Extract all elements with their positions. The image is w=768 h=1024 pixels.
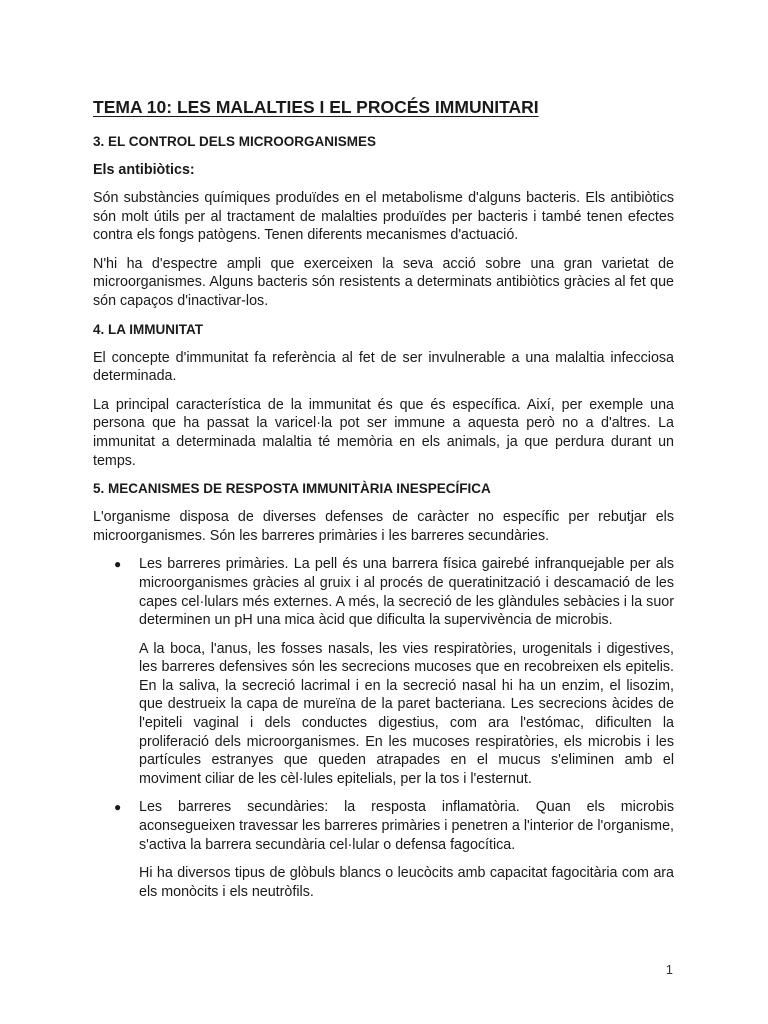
paragraph: L'organisme disposa de diverses defenses de caràcter no específic per rebutjar els microorganismes. Són les barreres primàries i les barreres secundàries. xyxy=(93,509,674,544)
document-title: TEMA 10: LES MALALTIES I EL PROCÉS IMMUNITARI xyxy=(93,97,539,117)
bullet-icon: ● xyxy=(114,800,122,815)
list-item xyxy=(93,555,674,788)
antibiotics-subheading: Els antibiòtics: xyxy=(93,162,195,178)
section-5-heading: 5. MECANISMES DE RESPOSTA IMMUNITÀRIA INESPECÍFICA xyxy=(93,481,491,497)
paragraph: Hi ha diversos tipus de glòbuls blancs o leucòcits amb capacitat fagocitària com ara els monòcits i els neutròfils. xyxy=(139,865,674,900)
paragraph: Les barreres secundàries: la resposta inflamatòria. Quan els microbis aconsegueixen travessar les barreres primàries i penetren a l'interior de l'organisme, s'activa la barrera secundària cel·lular o defensa fagocítica. xyxy=(139,799,674,853)
page-number: 1 xyxy=(665,962,673,977)
paragraph: El concepte d'immunitat fa referència al fet de ser invulnerable a una malaltia infecciosa determinada. xyxy=(93,349,674,385)
document-page xyxy=(93,96,674,911)
paragraph: A la boca, l'anus, les fosses nasals, les vies respiratòries, urogenitals i digestives, les barreres defensives són les secrecions mucoses que en recobreixen els epitelis. En la saliva, la secreció lacrimal i en la secreció nasal hi ha un enzim, el lisozim, que destrueix la capa de mureïna de la paret bacteriana. Les secrecions àcides de l'epiteli vaginal i dels conductes digestius, com ara l'estómac, dificulten la proliferació dels microorganismes. En les mucoses respiratòries, els microbis i les partícules estranyes que queden atrapades en el mucus s'eliminen amb el moviment ciliar de les cèl·lules epitelials, per la tos i l'esternut. xyxy=(139,640,674,787)
bullet-icon: ● xyxy=(114,557,122,572)
paragraph: N'hi ha d'espectre ampli que exerceixen la seva acció sobre una gran varietat de microorganismes. Alguns bacteris són resistents a determinats antibiòtics gràcies al fet que són capaços d'inactivar-los. xyxy=(93,255,674,309)
paragraph: Les barreres primàries. La pell és una barrera física gairebé infranquejable per als microorganismes gràcies al gruix i al procés de queratinització i descamació de les capes cel·lulars més externes. A més, la secreció de les glàndules sebàcies i la suor determinen un pH una mica àcid que dificulta la supervivència de microbis. xyxy=(139,556,674,629)
section-4-heading: 4. LA IMMUNITAT xyxy=(93,321,203,337)
paragraph: La principal característica de la immunitat és que és específica. Així, per exemple una persona que ha passat la varicel·la pot ser immune a aquesta però no a d'altres. La immunitat a determinada malaltia té memòria en els animals, ja que perdura durant un temps. xyxy=(93,396,674,469)
section-3-heading: 3. EL CONTROL DELS MICROORGANISMES xyxy=(93,134,377,149)
list-item xyxy=(93,798,674,901)
paragraph: Són substàncies químiques produïdes en el metabolisme d'alguns bacteris. Els antibiòtics són molt útils per al tractament de malalties produïdes per bacteris i també tenen efectes contra els fongs patògens. Tenen diferents mecanismes d'actuació. xyxy=(93,190,674,244)
bullet-list xyxy=(93,555,674,901)
